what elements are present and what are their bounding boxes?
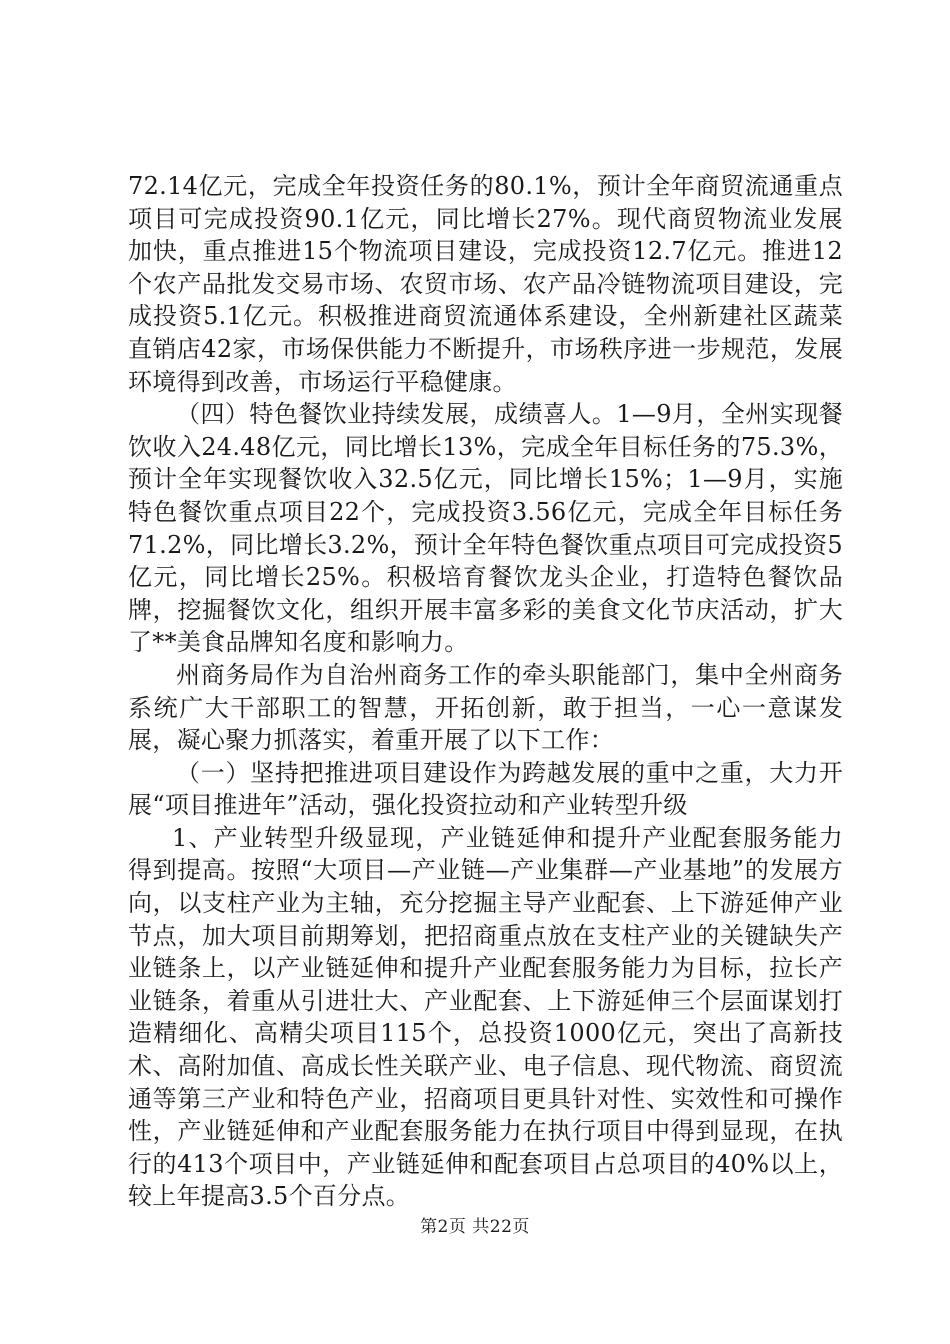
paragraph-continuation: 72.14亿元，完成全年投资任务的80.1%，预计全年商贸流通重点项目可完成投资90.1亿元，同比增长27%。现代商贸物流业发展加快，重点推进15个物流项目建设，完成投资12.7亿元。推进12个农产品批发交易市场、农贸市场、农产品冷链物流项目建设，完成投资5.1亿元。积极推进商贸流通体系建设，全州新建社区蔬菜直销店42家，市场保供能力不断提升，市场秩序进一步规范，发展环境得到改善，市场运行平稳健康。	[128, 172, 843, 396]
document-body	[128, 170, 843, 1213]
paragraph-industry-upgrade: 1、产业转型升级显现，产业链延伸和提升产业配套服务能力得到提高。按照“大项目—产业链—产业集群—产业基地”的发展方向，以支柱产业为主轴，充分挖掘主导产业配套、上下游延伸产业节点，加大项目前期筹划，把招商重点放在支柱产业的关键缺失产业链条上，以产业链延伸和提升产业配套服务能力为目标，拉长产业链条，着重从引进壮大、产业配套、上下游延伸三个层面谋划打造精细化、高精尖项目115个，总投资1000亿元，突出了高新技术、高附加值、高成长性关联产业、电子信息、现代物流、商贸流通等第三产业和特色产业，招商项目更具针对性、实效性和可操作性，产业链延伸和产业配套服务能力在执行项目中得到显现，在执行的413个项目中，产业链延伸和配套项目占总项目的40%以上，较上年提高3.5个百分点。	[128, 823, 843, 1211]
paragraph-bureau-intro: 州商务局作为自治州商务工作的牵头职能部门，集中全州商务系统广大干部职工的智慧，开拓创新，敢于担当，一心一意谋发展，凝心聚力抓落实，着重开展了以下工作：	[128, 660, 843, 755]
section-heading-projects: （一）坚持把推进项目建设作为跨越发展的重中之重，大力开展“项目推进年”活动，强化投资拉动和产业转型升级	[128, 758, 843, 820]
page-footer: 第2页 共22页	[420, 1217, 530, 1237]
paragraph-catering: （四）特色餐饮业持续发展，成绩喜人。1—9月，全州实现餐饮收入24.48亿元，同比增长13%，完成全年目标任务的75.3%，预计全年实现餐饮收入32.5亿元，同比增长15%；1—9月，实施特色餐饮重点项目22个，完成投资3.56亿元，完成全年目标任务71.2%，同比增长3.2%，预计全年特色餐饮重点项目可完成投资5亿元，同比增长25%。积极培育餐饮龙头企业，打造特色餐饮品牌，挖掘餐饮文化，组织开展丰富多彩的美食文化节庆活动，扩大了**美食品牌知名度和影响力。	[128, 400, 843, 657]
